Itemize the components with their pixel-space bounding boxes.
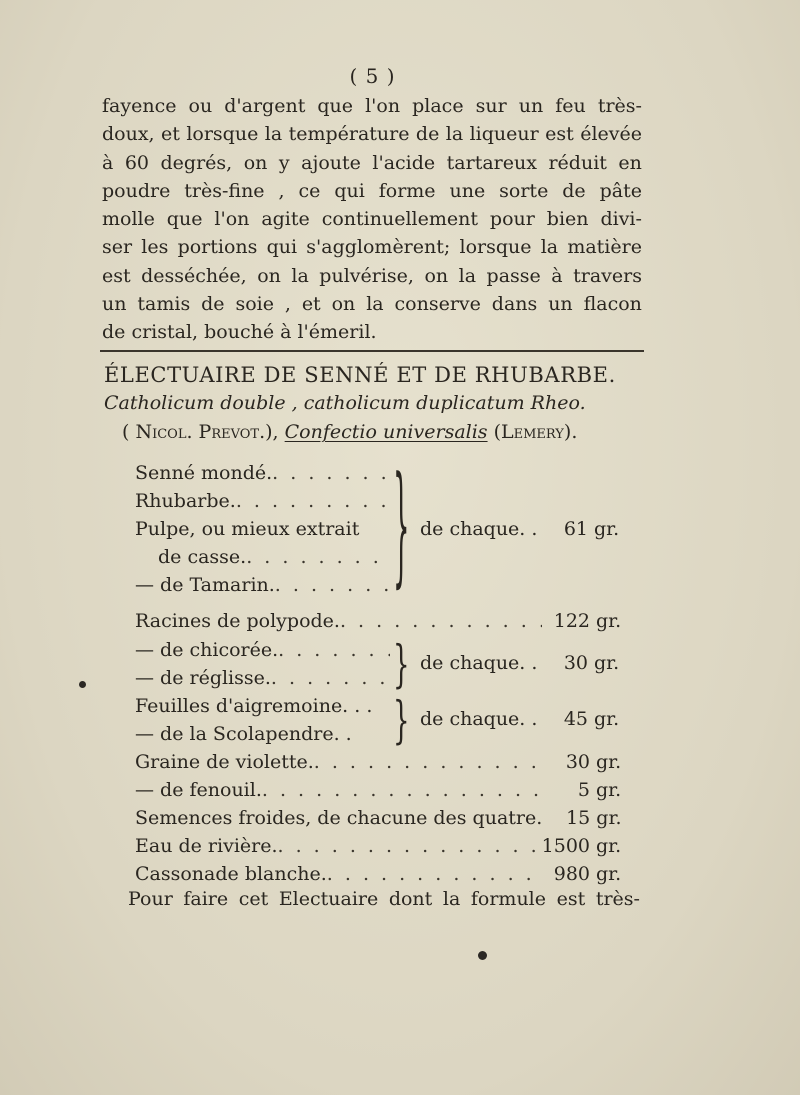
ingredient-row (135, 695, 397, 717)
word: flacon (583, 293, 642, 316)
brace-label: de chaque. . (420, 652, 538, 674)
leader-dots (340, 610, 542, 632)
page-number: ( 5 ) (349, 64, 396, 88)
word: les (141, 236, 169, 259)
brace-unit: gr. (594, 518, 620, 540)
word: molle (102, 208, 155, 231)
word: passe (486, 264, 541, 287)
ingredient-row (135, 574, 390, 596)
word: formule (470, 888, 547, 910)
ingredient-name: Eau de rivière. (135, 835, 278, 857)
ingredient-row (135, 639, 390, 661)
word: un (102, 293, 127, 316)
ingredient-row (135, 462, 390, 484)
word: température (288, 123, 410, 146)
ingredient-name: — de fenouil. (135, 779, 262, 801)
ingredient-row (158, 546, 390, 568)
word: et (301, 293, 321, 316)
word: l'on (365, 95, 401, 117)
word: Electuaire (278, 888, 379, 910)
ingredient-name: Pulpe, ou mieux extrait (135, 518, 360, 540)
ingredient-row (135, 807, 640, 829)
section-title: ÉLECTUAIRE DE SENNÉ ET DE RHUBARBE. (104, 363, 616, 387)
brace-quantity: 45 (563, 708, 588, 730)
paren-close: ), (265, 421, 285, 443)
paren-open-2: ( (487, 421, 502, 443)
word: de (201, 293, 225, 316)
ink-speck (478, 951, 487, 960)
text-line (102, 149, 642, 177)
word: Pour (128, 888, 173, 910)
ingredient-name: Rhubarbe. (135, 490, 236, 512)
word: ser (102, 236, 133, 259)
word: que (166, 208, 203, 231)
ingredient-quantity: 980 (553, 863, 590, 885)
word: un (518, 95, 544, 117)
leader-dots (272, 462, 390, 484)
ingredient-unit: gr. (596, 751, 622, 773)
ingredient-row (135, 518, 390, 540)
brace-quantity: 61 (563, 518, 588, 540)
ingredient-unit: gr. (596, 779, 622, 801)
ingredient-name: — de chicorée. (135, 639, 279, 661)
word: fayence (102, 95, 177, 117)
word: la (458, 264, 477, 287)
ingredient-unit: gr. (596, 807, 622, 829)
ingredient-name: Cassonade blanche. (135, 863, 327, 885)
curly-brace: } (393, 692, 410, 751)
curly-brace: } (393, 454, 410, 604)
word: on (424, 264, 449, 287)
ingredient-name: Racines de polypode. (135, 610, 340, 632)
text-line (102, 120, 642, 148)
word: une (449, 179, 486, 202)
word: la (540, 236, 559, 259)
ingredient-row (135, 490, 390, 512)
word: continuellement (321, 208, 478, 231)
word: divi- (600, 208, 642, 231)
intro-paragraph (102, 92, 642, 347)
ingredient-name: Graine de violette. (135, 751, 314, 773)
word: très- (597, 95, 642, 117)
word: on (243, 151, 268, 174)
ingredient-row (135, 863, 640, 885)
word: que (317, 95, 354, 117)
ingredient-row (135, 835, 640, 857)
ingredient-quantity: 1500 (541, 835, 590, 857)
word: ce (298, 179, 321, 202)
word: et (161, 123, 180, 146)
word: doux, (102, 123, 155, 146)
word: de cristal, bouché à l'émeril. (102, 321, 377, 344)
brace-label: de chaque. . (420, 518, 538, 540)
word: desséchée, (141, 264, 247, 287)
word: ou (188, 95, 213, 117)
word: très-fine (184, 179, 265, 202)
word: qui (334, 179, 365, 202)
word: on (257, 264, 281, 287)
ingredient-quantity: 30 (565, 751, 590, 773)
ingredient-quantity: 5 (577, 779, 590, 801)
ingredient-name: Senné mondé. (135, 462, 273, 484)
word: à (102, 151, 114, 174)
ingredient-name: — de réglisse. (135, 667, 271, 689)
word: tartareux (446, 151, 537, 174)
word: pulvérise, (319, 264, 414, 287)
word: à (551, 264, 563, 287)
ingredient-unit: gr. (596, 835, 622, 857)
word: faire (183, 888, 229, 910)
word: lorsque (459, 236, 532, 259)
word: pour (489, 208, 535, 231)
leader-dots (246, 546, 390, 568)
leader-dots (275, 574, 390, 596)
word: très- (595, 888, 640, 910)
ingredient-unit: gr. (596, 610, 622, 632)
word: on (331, 293, 356, 316)
paren-close-2: ). (563, 421, 578, 443)
text-line (102, 177, 642, 205)
word: poudre (102, 179, 171, 202)
leader-dots (278, 835, 542, 857)
ingredient-quantity: 15 (566, 807, 591, 829)
word: l'on (214, 208, 250, 231)
ingredient-row (135, 723, 397, 745)
ingredient-row (135, 751, 640, 773)
word: est (556, 888, 586, 910)
word: la (442, 888, 461, 910)
ingredient-name: — de la Scolapendre. . (135, 723, 352, 745)
ingredient-name: Feuilles d'aigremoine. . . (135, 695, 373, 717)
word: élevée (580, 123, 642, 146)
word: de (415, 123, 440, 146)
source-nicol: Nicol. (135, 421, 193, 443)
leader-dots (278, 639, 390, 661)
brace-quantity: 30 (563, 652, 588, 674)
synonyms-line: Catholicum double , catholicum duplicatum Rheo. (104, 392, 586, 414)
paren-open: ( (122, 421, 136, 443)
sources-line (122, 421, 642, 443)
word: tamis (137, 293, 191, 316)
text-line (102, 92, 642, 120)
word: en (618, 151, 642, 174)
word: portions (177, 236, 258, 259)
word: sorte (499, 179, 549, 202)
word: y (278, 151, 290, 174)
word: , (284, 293, 291, 316)
word: l'acide (372, 151, 436, 174)
word: la (366, 293, 384, 316)
ingredient-row (135, 667, 390, 689)
word: matière (567, 236, 642, 259)
ingredient-quantity: 122 (553, 610, 590, 632)
leader-dots (236, 490, 390, 512)
source-lemery: Lemery (501, 421, 564, 443)
text-line (102, 262, 642, 290)
word: degrés, (160, 151, 233, 174)
leader-dots (314, 751, 542, 773)
word: feu (555, 95, 586, 117)
word: est (545, 123, 574, 146)
leader-dots (327, 863, 542, 885)
word: dont (388, 888, 433, 910)
word: cet (238, 888, 269, 910)
word: qui (266, 236, 298, 259)
word: un (548, 293, 573, 316)
word: liqueur (469, 123, 539, 146)
brace-label: de chaque. . (420, 708, 538, 730)
ingredient-row (135, 779, 640, 801)
text-line (102, 290, 642, 318)
word: ajoute (301, 151, 361, 174)
word: bien (546, 208, 589, 231)
word: d'argent (224, 95, 306, 117)
word: de (562, 179, 586, 202)
word: dans (491, 293, 538, 316)
text-line (102, 205, 642, 233)
word: est (102, 264, 131, 287)
curly-brace: } (393, 636, 410, 695)
word: forme (378, 179, 436, 202)
word: place (412, 95, 464, 117)
word: conserve (394, 293, 481, 316)
leader-dots (262, 779, 542, 801)
word: pâte (599, 179, 642, 202)
word: s'agglomèrent; (306, 236, 451, 259)
ingredient-unit: gr. (596, 863, 622, 885)
word: sur (475, 95, 507, 117)
word: la (291, 264, 309, 287)
word: agite (261, 208, 310, 231)
word: la (264, 123, 283, 146)
ingredient-row (135, 610, 640, 632)
confectio-name: Confectio universalis (284, 421, 488, 443)
word: réduit (548, 151, 607, 174)
word: lorsque (186, 123, 259, 146)
word: , (278, 179, 285, 202)
text-line (102, 318, 642, 346)
ingredient-name: de casse. (158, 546, 247, 568)
source-prevot: Prevot. (198, 421, 266, 443)
word: 60 (124, 151, 150, 174)
text-line (102, 233, 642, 261)
word: travers (573, 264, 642, 287)
ingredient-name: — de Tamarin. (135, 574, 275, 596)
word: soie (235, 293, 274, 316)
brace-unit: gr. (594, 652, 620, 674)
ingredient-name: Semences froides, de chacune des quatre. (135, 807, 543, 829)
ink-speck (79, 681, 86, 688)
closing-line (128, 888, 640, 910)
section-divider (100, 350, 644, 352)
brace-unit: gr. (594, 708, 620, 730)
word: la (445, 123, 464, 146)
leader-dots (271, 667, 390, 689)
